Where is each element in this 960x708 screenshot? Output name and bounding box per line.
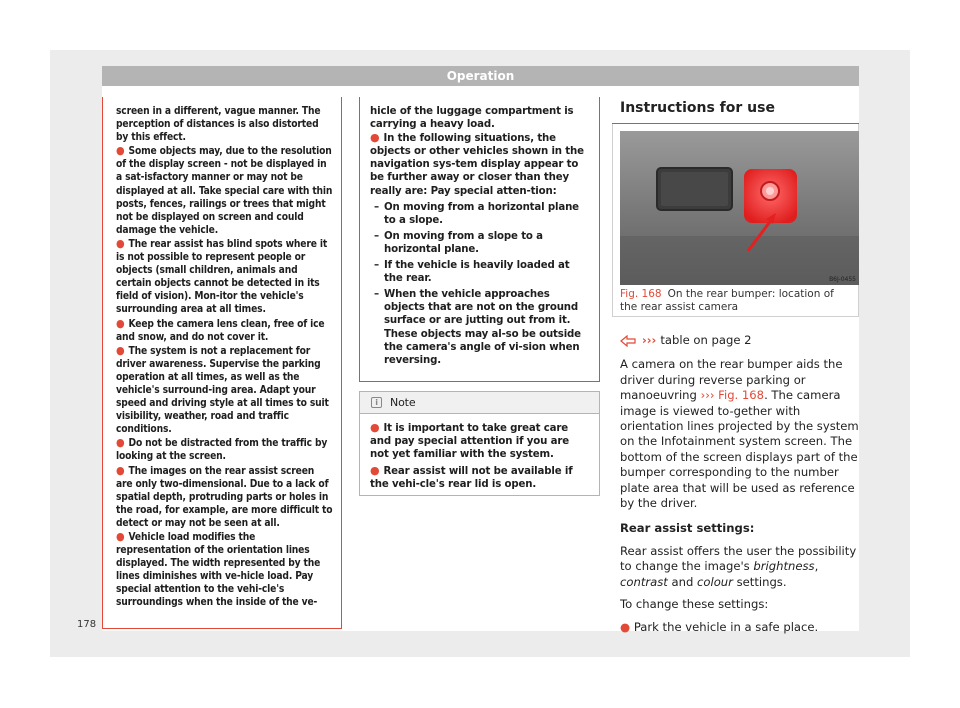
page-header: Operation bbox=[102, 66, 859, 86]
warning-bullet: ● The system is not a replacement for driver awareness. Supervise the parking operation at all times, as well as the vehicle's surround-ing area. Adapt your speed and driving style at all times to suit visibility, weather, road and traffic conditions. bbox=[116, 343, 329, 436]
table-reference[interactable] bbox=[620, 333, 860, 348]
rear-camera-illustration bbox=[620, 131, 859, 285]
warning-box-continued bbox=[102, 97, 342, 629]
change-settings-text: To change these settings: bbox=[620, 597, 769, 612]
warning-bullet: ● The rear assist has blind spots where it is not possible to represent people or objects (small children, animals and certain objects cannot be detected in its field of vision). Mon-itor the vehicle's surrounding area at all times. bbox=[116, 236, 328, 316]
warning-subitem: – On moving from a slope to a horizontal plane. bbox=[374, 230, 543, 255]
note-header bbox=[360, 392, 599, 414]
figure-id: B6J-0455 bbox=[829, 276, 856, 283]
warning-bullet: ● Do not be distracted from the traffic by looking at the screen. bbox=[116, 436, 328, 463]
bullet-icon: ● bbox=[370, 131, 380, 145]
reference-text: table on page 2 bbox=[660, 333, 752, 347]
note-bullet: ● It is important to take great care and pay special attention if you are not yet familiar with the system. bbox=[370, 421, 569, 461]
figure-link[interactable]: ››› Fig. 168 bbox=[700, 388, 765, 403]
intro-paragraph: A camera on the rear bumper aids the driver during reverse parking or manoeuvring ››› Fig. 168. The camera image is viewed to-gether with orientation lines projected by the system on the Infotainment system screen. The bottom of the screen displays part of the bumper corresponding to the number plate area that will be used as reference by the driver. bbox=[620, 357, 859, 511]
note-bullet: ● Rear assist will not be available if the vehi-cle's rear lid is open. bbox=[370, 464, 573, 491]
warning-text: hicle of the luggage compartment is carrying a heavy load. bbox=[370, 106, 574, 131]
bullet-icon: ● bbox=[116, 530, 125, 543]
bullet-icon: ● bbox=[370, 464, 380, 478]
page-number: 178 bbox=[77, 619, 97, 630]
section-title: Instructions for use bbox=[620, 100, 775, 116]
section-body bbox=[620, 333, 860, 642]
step-item: ● Park the vehicle in a safe place. bbox=[620, 619, 819, 634]
warning-bullet: ● Vehicle load modifies the representation of the orientation lines displayed. The width represented by the lines diminishes with ve-hicle load. Pay special attention to the vehi-cle's surroundings when the inside of the ve- bbox=[116, 530, 321, 609]
warning-bullet: ● Keep the camera lens clean, free of ice and snow, and do not cover it. bbox=[116, 316, 325, 343]
camera-icon bbox=[620, 335, 638, 347]
bullet-icon: ● bbox=[620, 619, 634, 634]
warning-bullet: ● Some objects may, due to the resolution of the display screen - not be displayed in a sat-isfactory manner or may not be displayed at all. Take special care with thin posts, fences, railings or trees that might not be displayed on screen and could damage the vehicle. bbox=[116, 144, 333, 236]
reference-arrows: ››› bbox=[642, 333, 657, 347]
settings-paragraph: Rear assist offers the user the possibility to change the image's brightness, contrast and colour settings. bbox=[620, 543, 857, 589]
info-icon: i bbox=[371, 397, 382, 408]
warning-subitem: – If the vehicle is heavily loaded at the rear. bbox=[374, 260, 570, 285]
bullet-icon: ● bbox=[116, 343, 125, 357]
warning-bullet: ● The images on the rear assist screen are only two-dimensional. Due to a lack of spatial depth, protruding parts or holes in the road, for example, are more difficult to detect or may not be seen at all. bbox=[116, 463, 333, 529]
warning-box-end bbox=[359, 97, 600, 382]
warning-bullet: ● In the following situations, the objects or other vehicles shown in the navigation sys-tem display appear to be further away or closer than they really are: Pay special atten-tion: bbox=[370, 131, 584, 197]
rear-bumper-photo bbox=[620, 131, 859, 285]
bullet-icon: ● bbox=[116, 316, 125, 330]
figure-number: Fig. 168 bbox=[620, 288, 662, 300]
figure-caption: Fig. 168 On the rear bumper: location of the rear assist camera bbox=[620, 288, 834, 313]
warning-text: screen in a different, vague manner. The perception of distances is also distorted by this effect. bbox=[116, 106, 321, 144]
bullet-icon: ● bbox=[116, 236, 125, 250]
warning-subitem: – On moving from a horizontal plane to a slope. bbox=[374, 201, 579, 226]
warning-subitem: – When the vehicle approaches objects that are not on the ground surface or are jutting out from it. These objects may al-so be outside the camera's angle of vi-sion when reversing. bbox=[374, 289, 581, 366]
bullet-icon: ● bbox=[116, 436, 125, 450]
note-box bbox=[359, 391, 600, 496]
bullet-icon: ● bbox=[116, 463, 125, 477]
note-title: Note bbox=[390, 395, 416, 409]
bullet-icon: ● bbox=[370, 421, 380, 434]
bullet-icon: ● bbox=[116, 144, 125, 158]
settings-heading: Rear assist settings: bbox=[620, 521, 755, 536]
